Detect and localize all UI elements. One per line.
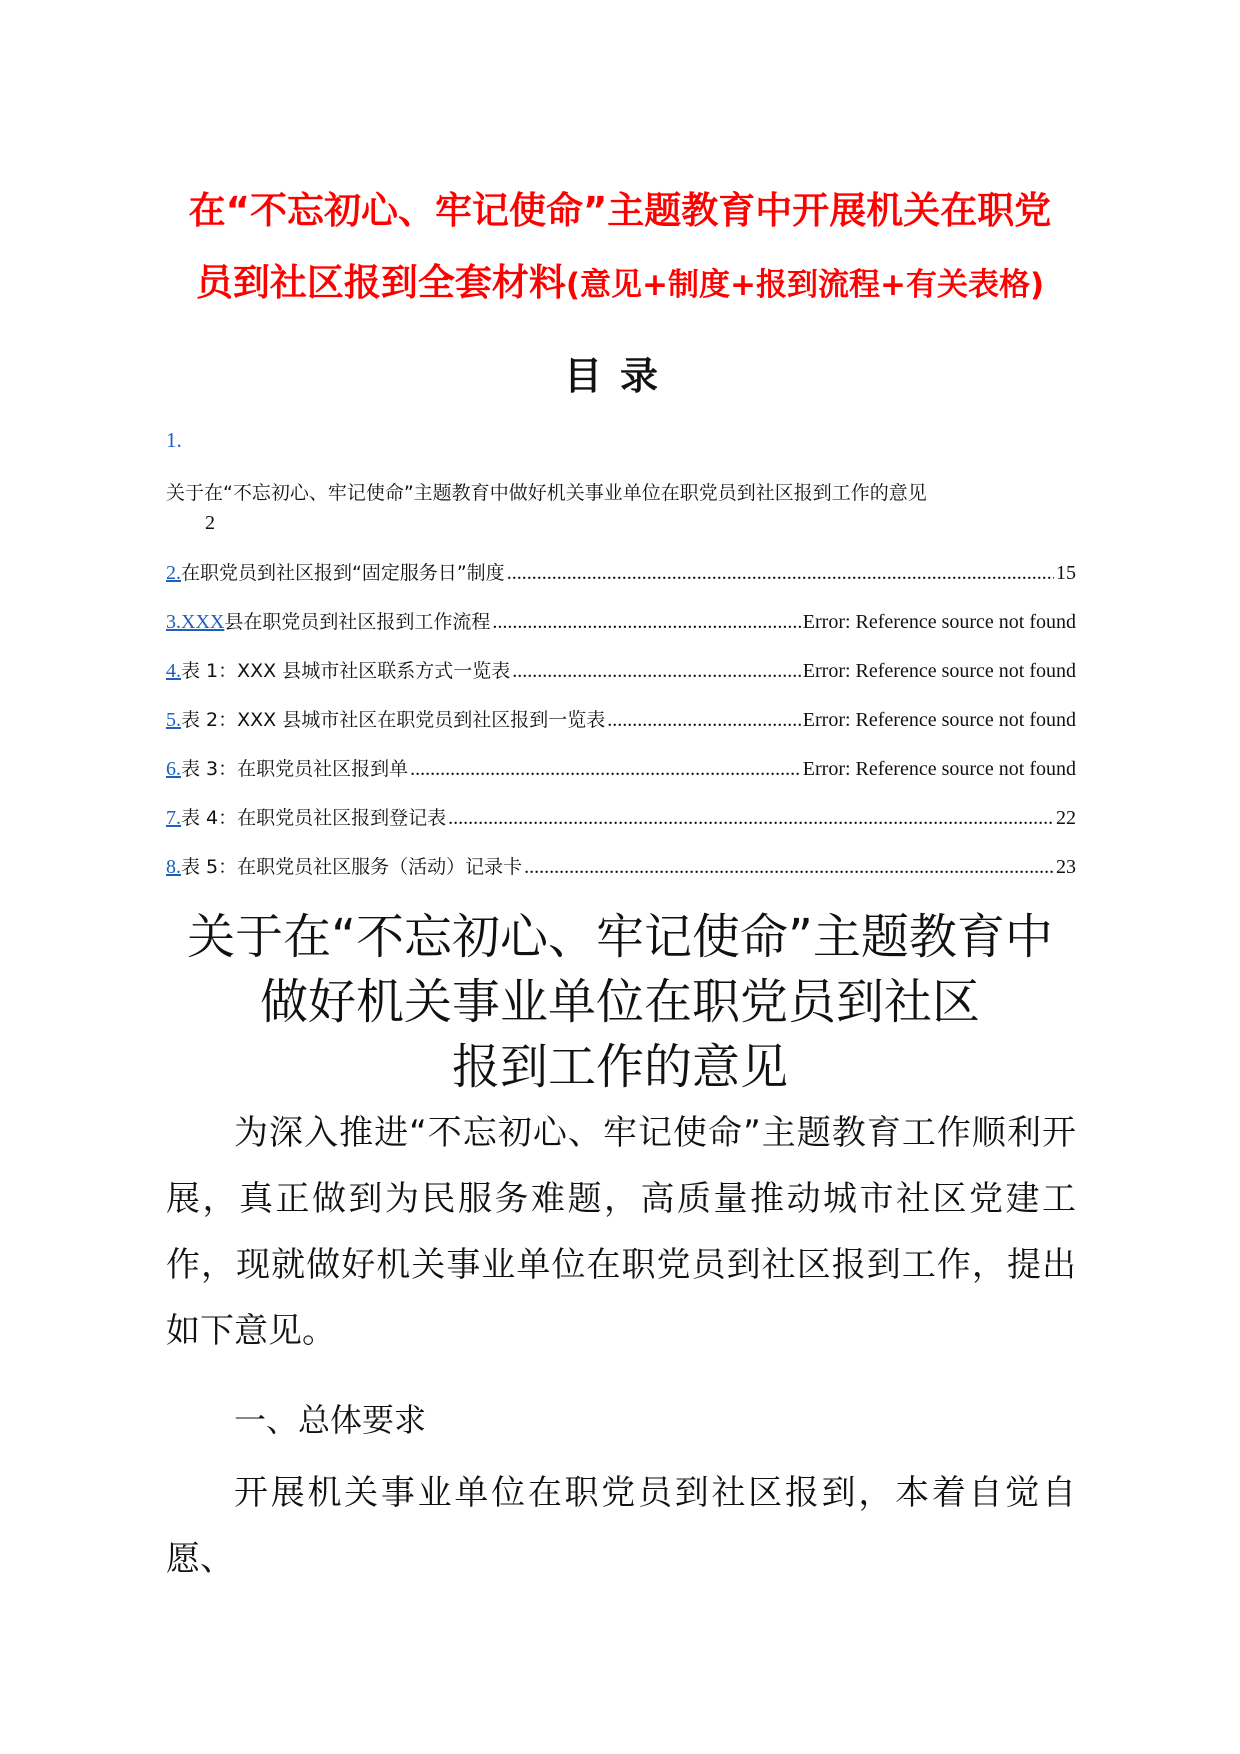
article-title [150,905,1090,1100]
article-title-line2: 做好机关事业单位在职党员到社区 [259,974,980,1030]
toc-entry-page: Error: Reference source not found [802,611,1076,633]
toc-entry-7[interactable] [166,803,1076,830]
toc-entry-3[interactable] [166,607,1076,634]
toc-entry-1-label[interactable]: 关于在“不忘初心、牢记使命”主题教育中做好机关事业单位在职党员到社区报到工作的意见 [166,482,927,504]
section-paragraph: 开展机关事业单位在职党员到社区报到，本着自觉自愿、 [166,1473,1076,1579]
toc-dot-leader [410,758,801,781]
toc-entry-number[interactable]: 4. [166,660,181,682]
document-title-line2-main: 员到社区报到全套材料 [195,261,566,304]
toc-dot-leader [448,807,1054,830]
toc-entry-number[interactable]: 8. [166,856,181,878]
article-title-line1: 关于在“不忘初心、牢记使命”主题教育中 [187,909,1053,965]
section-heading: 一、总体要求 [234,1401,427,1439]
toc-entry-1-number[interactable]: 1. [166,428,182,452]
toc-entry-1-page: 2 [205,512,215,534]
toc-entry-label: 表 4：在职党员社区报到登记表 [181,807,447,829]
intro-paragraph: 为深入推进“不忘初心、牢记使命”主题教育工作顺利开展，真正做到为民服务难题，高质量推动城市社区党建工作，现就做好机关事业单位在职党员到社区报到工作，提出如下意见。 [166,1113,1076,1351]
toc-entry-8[interactable] [166,852,1076,879]
toc-entry-number[interactable]: 7. [166,807,181,829]
toc-entry-number[interactable]: 2. [166,562,181,584]
toc-entry-2[interactable] [166,558,1076,585]
document-title-line2 [150,247,1090,321]
article-title-line3: 报到工作的意见 [451,1039,788,1095]
document-title [150,175,1090,321]
toc-entry-label: 县在职党员到社区报到工作流程 [224,611,491,633]
toc-entry-page: Error: Reference source not found [802,709,1076,731]
toc-entry-6[interactable] [166,754,1076,781]
toc-entry-number[interactable]: 3.XXX [166,611,225,633]
toc-entry-page: 23 [1056,856,1076,878]
toc-dot-leader [507,562,1054,585]
toc-entry-label: 在职党员到社区报到“固定服务日”制度 [181,562,505,584]
toc-entry-label: 表 2：XXX 县城市社区在职党员到社区报到一览表 [181,709,606,731]
toc-dot-leader [512,660,801,683]
toc-entry-4[interactable] [166,656,1076,683]
toc-entry-page: 15 [1056,562,1076,584]
toc-entry-number[interactable]: 5. [166,709,181,731]
toc-entry-label: 表 3：在职党员社区报到单 [181,758,409,780]
toc-entry-label: 表 5：在职党员社区服务（活动）记录卡 [181,856,523,878]
toc-entry-5[interactable] [166,705,1076,732]
document-title-line2-subtitle: (意见+制度+报到流程+有关表格) [565,267,1045,303]
toc-entry-page: Error: Reference source not found [802,758,1076,780]
toc-dot-leader [607,709,801,732]
toc-heading: 目录 [563,354,676,398]
toc-entry-page: Error: Reference source not found [802,660,1076,682]
toc-entry-label: 表 1：XXX 县城市社区联系方式一览表 [181,660,511,682]
document-title-line1: 在“不忘初心、牢记使命”主题教育中开展机关在职党 [188,189,1052,232]
toc-entry-page: 22 [1056,807,1076,829]
toc-dot-leader [492,611,800,634]
toc-entry-number[interactable]: 6. [166,758,181,780]
toc-dot-leader [524,856,1054,879]
